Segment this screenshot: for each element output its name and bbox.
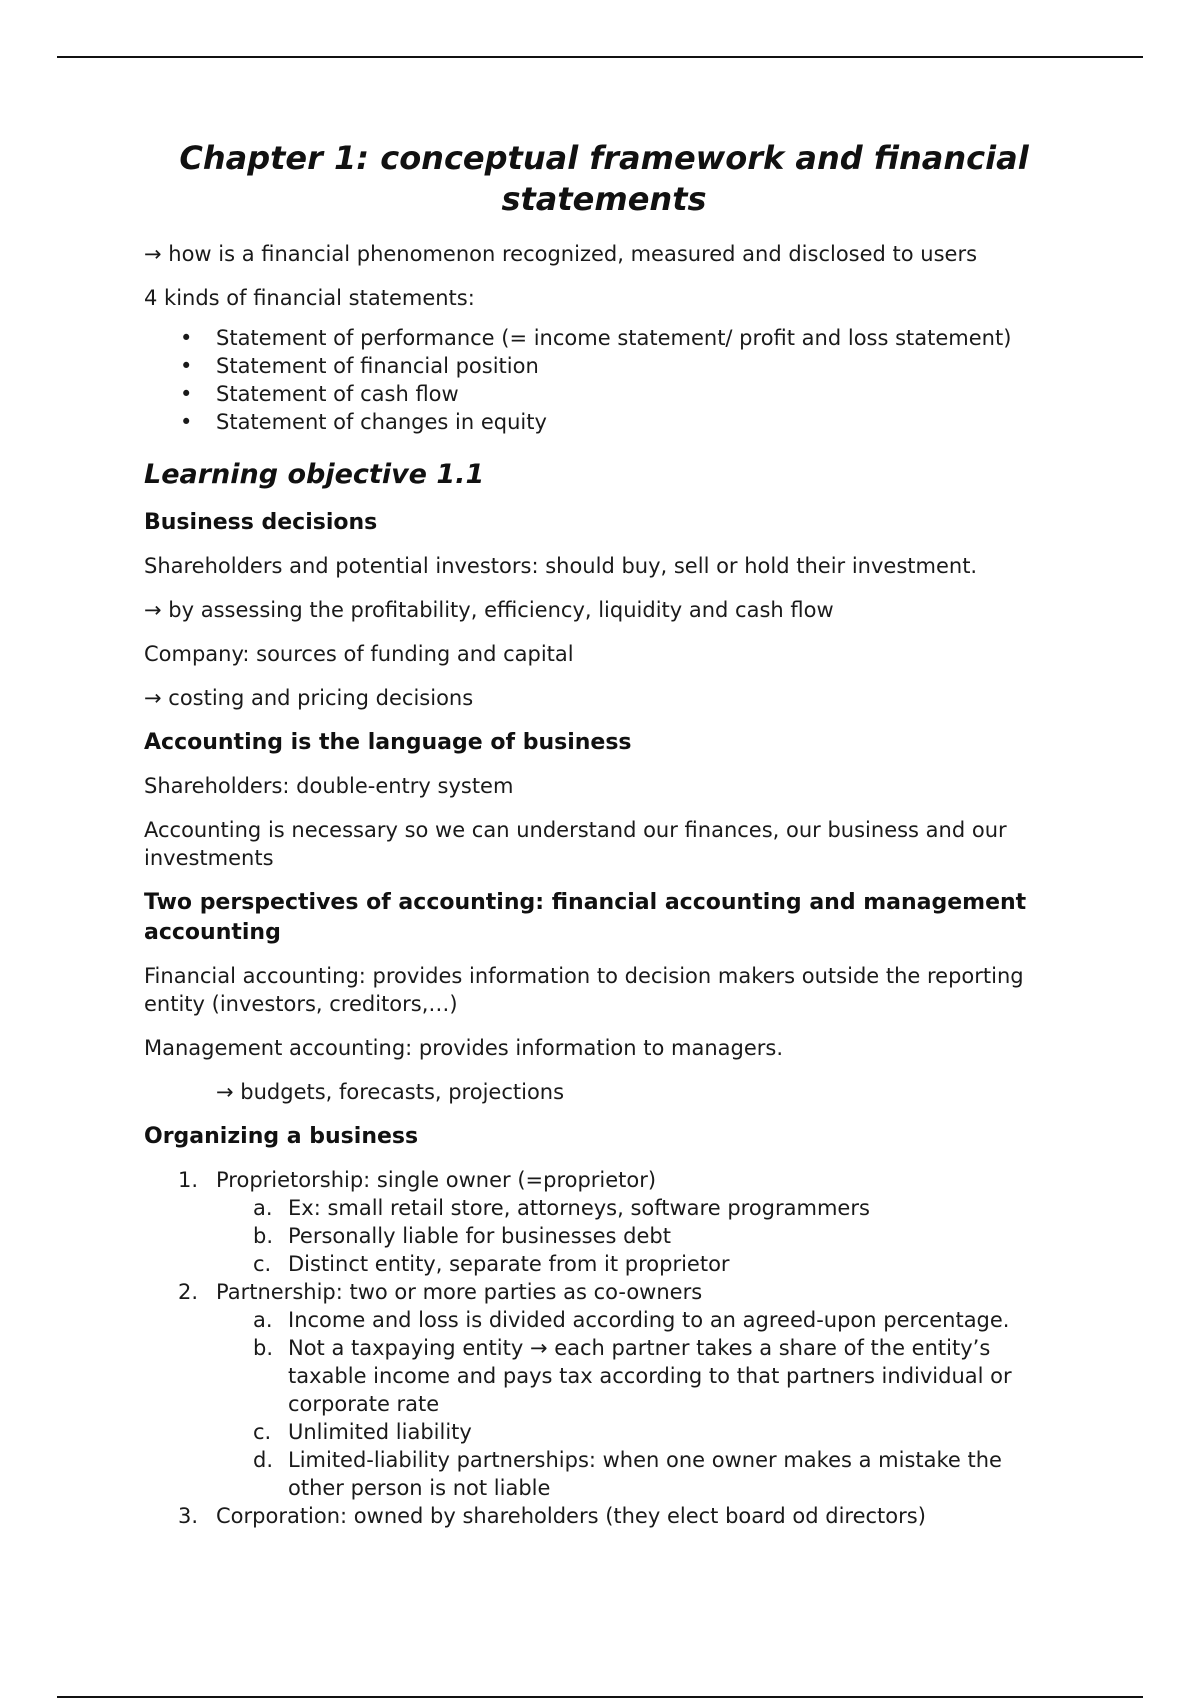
sub-list [216,1306,1064,1502]
list-item: 3. Corporation: owned by shareholders (they elect board od directors) [178,1504,926,1528]
bottom-rule [57,1696,1143,1698]
organizing-list [144,1166,1064,1530]
list-item: 2. Partnership: two or more parties as co-owners a. Income and loss is divided according to an agreed-upon percentage. b. Not a taxpaying entity → each partner takes a share of the entity’s taxable income and pays tax according to that partners individual or corporate rate c. Unlimited liability d. Limited-liability partnerships: when one owner makes a mistake the other person is not liable [144,1278,1064,1502]
business-decisions-heading: Business decisions [144,510,378,535]
language-heading: Accounting is the language of business [144,730,632,755]
statements-list [144,324,1064,436]
list-number: 3. [178,1504,199,1528]
bullet-icon: • [180,326,193,350]
document-page [144,138,1064,1530]
list-item: c. Distinct entity, separate from it proprietor [253,1252,730,1276]
bullet-icon: • [180,410,193,434]
paragraph: Financial accounting: provides information to decision makers outside the reporting entity (investors, creditors,…) [144,964,1024,1016]
list-item: • Statement of performance (= income statement/ profit and loss statement) [180,326,1012,350]
paragraph: Management accounting: provides information to managers. [144,1036,784,1060]
bullet-icon: • [180,354,193,378]
intro-line: → how is a financial phenomenon recognized, measured and disclosed to users [144,242,978,266]
list-item: • Statement of changes in equity [180,410,547,434]
paragraph: Company: sources of funding and capital [144,642,574,666]
bullet-icon: • [180,382,193,406]
list-item: • Statement of financial position [180,354,539,378]
paragraph: → costing and pricing decisions [144,686,474,710]
top-rule [57,56,1143,58]
list-number: 1. [178,1168,199,1192]
learning-objective-heading: Learning objective 1.1 [144,459,485,490]
paragraph: → budgets, forecasts, projections [216,1080,565,1104]
list-item: 1. Proprietorship: single owner (=proprietor) a. Ex: small retail store, attorneys, software programmers b. Personally liable for businesses debt c. Distinct entity, separate from it proprietor [144,1166,1064,1278]
sub-list [216,1194,1064,1278]
paragraph: Shareholders: double-entry system [144,774,514,798]
paragraph: Accounting is necessary so we can understand our finances, our business and our investments [144,818,1007,870]
list-item: b. Personally liable for businesses debt [253,1224,671,1248]
organizing-heading: Organizing a business [144,1124,419,1149]
list-item: • Statement of cash flow [180,382,459,406]
perspectives-heading: Two perspectives of accounting: financial accounting and management accounting [144,890,1027,945]
chapter-title: Chapter 1: conceptual framework and financial statements [179,139,1029,218]
list-item: d. Limited-liability partnerships: when one owner makes a mistake the other person is not liable [253,1448,1002,1500]
list-number: 2. [178,1280,199,1304]
list-item: a. Income and loss is divided according to an agreed-upon percentage. [253,1308,1010,1332]
statements-intro: 4 kinds of financial statements: [144,286,475,310]
list-item: b. Not a taxpaying entity → each partner takes a share of the entity’s taxable income and pays tax according to that partners individual or corporate rate [253,1336,1012,1416]
paragraph: → by assessing the profitability, efficiency, liquidity and cash flow [144,598,834,622]
list-item: c. Unlimited liability [253,1420,472,1444]
list-item: a. Ex: small retail store, attorneys, software programmers [253,1196,870,1220]
paragraph: Shareholders and potential investors: should buy, sell or hold their investment. [144,554,978,578]
